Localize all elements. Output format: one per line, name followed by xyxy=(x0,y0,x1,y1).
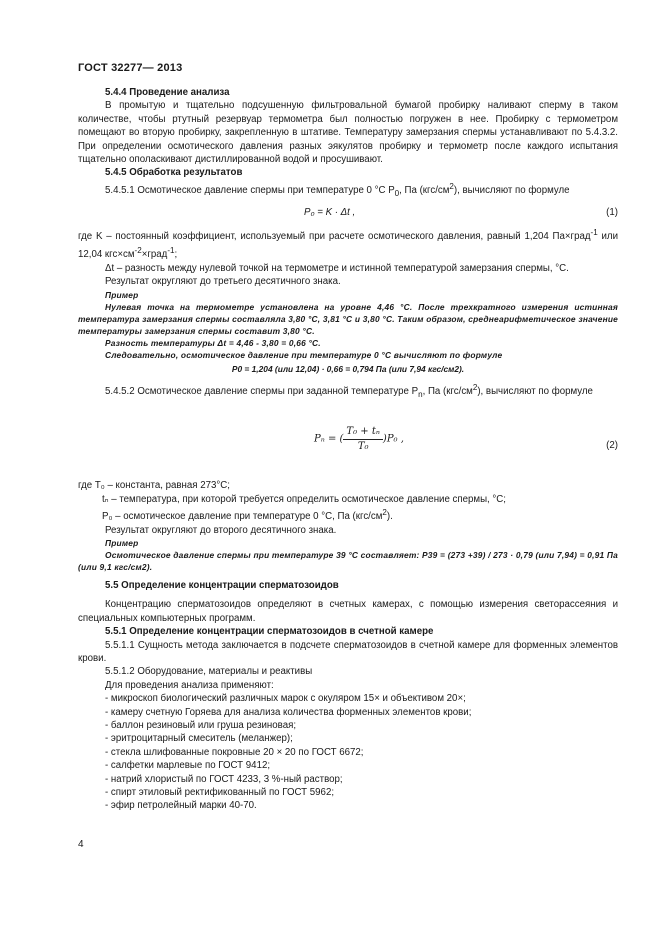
where-t0: где T₀ – константа, равная 273°С; xyxy=(78,480,230,492)
formula-2-number: (2) xyxy=(606,440,618,452)
paragraph-5-5-1-1: 5.5.1.1 Сущность метода заключается в подсчете сперматозоидов в счетной камере для форменных элементов крови. xyxy=(78,639,618,664)
where-tn: tₙ – температура, при которой требуется определить осмотическое давление спермы, °С; xyxy=(102,493,506,505)
example-1-difference: Разность температуры Δt = 4,46 - 3,80 = 0,66 °С. xyxy=(105,337,321,348)
example-2-text: Осмотическое давление спермы при температуре 39 °С составляет: P39 = (273 +39) / 273 · 0,79 (или 7,94) = 0,91 Па (или 9,1 кгс/см2). xyxy=(78,549,618,572)
list-item: - эфир петролейный марки 40-70. xyxy=(105,800,257,812)
page-number: 4 xyxy=(78,839,84,850)
list-item: - камеру счетную Горяева для анализа количества форменных элементов крови; xyxy=(105,706,472,718)
section-5-4-4-title: 5.4.4 Проведение анализа xyxy=(105,87,230,98)
example-1-label: Пример xyxy=(105,289,139,300)
example-1-text: Нулевая точка на термометре установлена на уровне 4,46 °С. После трехкратного измерения истинная температура замерзания спермы составляла 3,80 °С, 3,81 °С и 3,80 °С. Таким образом, среднеарифметическое значение температуры замерзания спермы составит 3,80 °С. xyxy=(78,301,618,336)
formula-2 xyxy=(78,419,618,479)
formula-1-expression: P₀ = K · Δt , xyxy=(304,207,356,219)
paragraph-5-4-5-2: 5.4.5.2 Осмотическое давление спермы при заданной температуре $P_n$, Па $(кгс/см^2)$, вычисляют по формуле xyxy=(105,382,593,399)
example-1-conclusion: Следовательно, осмотическое давление при температуре 0 °С вычисляют по формуле xyxy=(105,349,503,360)
section-5-5-title: 5.5 Определение концентрации сперматозоидов xyxy=(105,579,339,591)
equipment-list xyxy=(78,692,618,813)
standard-header: ГОСТ 32277— 2013 xyxy=(78,62,183,74)
equipment-intro: Для проведения анализа применяют: xyxy=(105,679,274,691)
where-k: где K – постоянный коэффициент, используемый при расчете осмотического давления, равный 1,204 Па×град$^{-1}$ или 12,04 $кгс\times см^{-2}\times град^{-1}$; xyxy=(78,228,618,261)
example-1-formula: P0 = 1,204 (или 12,04) · 0,66 = 0,794 Па (или 7,94 кгс/см2). xyxy=(231,363,465,374)
example-2-label: Пример xyxy=(105,537,139,548)
list-item: - натрий хлористый по ГОСТ 4233, 3 %-ный раствор; xyxy=(105,773,343,785)
formula-2-expression: Pₙ = ( $\frac{\text{T₀ + tₙ}}{\text{T₀}}$ )P₀ , xyxy=(314,426,404,452)
section-5-5-1-title: 5.5.1 Определение концентрации сперматозоидов в счетной камере xyxy=(105,626,434,638)
list-item: - салфетки марлевые по ГОСТ 9412; xyxy=(105,760,271,772)
rounding-note-2: Результат округляют до второго десятичного знака. xyxy=(105,524,337,536)
formula-1-number: (1) xyxy=(606,207,618,219)
paragraph-5-4-5-1: 5.4.5.1 Осмотическое давление спермы при температуре 0 °С $P_0$, Па $(кгс/см^2)$, вычисляют по формуле xyxy=(105,181,570,199)
rounding-note-1: Результат округляют до третьего десятичного знака. xyxy=(105,276,341,288)
paragraph-5-5-1-2: 5.5.1.2 Оборудование, материалы и реактивы xyxy=(105,666,313,678)
list-item: - баллон резиновый или груша резиновая; xyxy=(105,720,297,732)
list-item: - спирт этиловый ректификованный по ГОСТ 5962; xyxy=(105,787,335,799)
page-content xyxy=(78,86,618,813)
formula-1 xyxy=(78,200,618,226)
section-5-5-text: Концентрацию сперматозоидов определяют в счетных камерах, с помощью измерения светорассеяния и специальных компьютерных программ. xyxy=(78,599,618,624)
list-item: - эритроцитарный смеситель (меланжер); xyxy=(105,733,293,745)
where-p0: P₀ – осмотическое давление при температуре 0 °С, Па $(кгс/см^2)$. xyxy=(102,507,393,523)
list-item: - стекла шлифованные покровные 20 × 20 по ГОСТ 6672; xyxy=(105,746,364,758)
section-5-4-5-title: 5.4.5 Обработка результатов xyxy=(105,167,243,179)
section-5-4-4-text: В промытую и тщательно подсушенную фильтровальной бумагой пробирку наливают сперму в таком количестве, чтобы ртутный резервуар термометра был полностью погружен в нее. Пробирку с термометром помещают во вторую пробирку, закрепленную в штативе. Температуру замерзания спермы устанавливают по 5.4.3.2. При определении осмотического давления разных эякулятов пробирку и термометр после каждого испытания тщательно ополаскивают дистиллированной водой и просушивают. xyxy=(78,100,618,166)
where-delta-t: Δt – разность между нулевой точкой на термометре и истинной температурой замерзания спермы, °С. xyxy=(105,262,569,274)
list-item: - микроскоп биологический различных марок с окуляром 15× и объективом 20×; xyxy=(105,693,466,705)
